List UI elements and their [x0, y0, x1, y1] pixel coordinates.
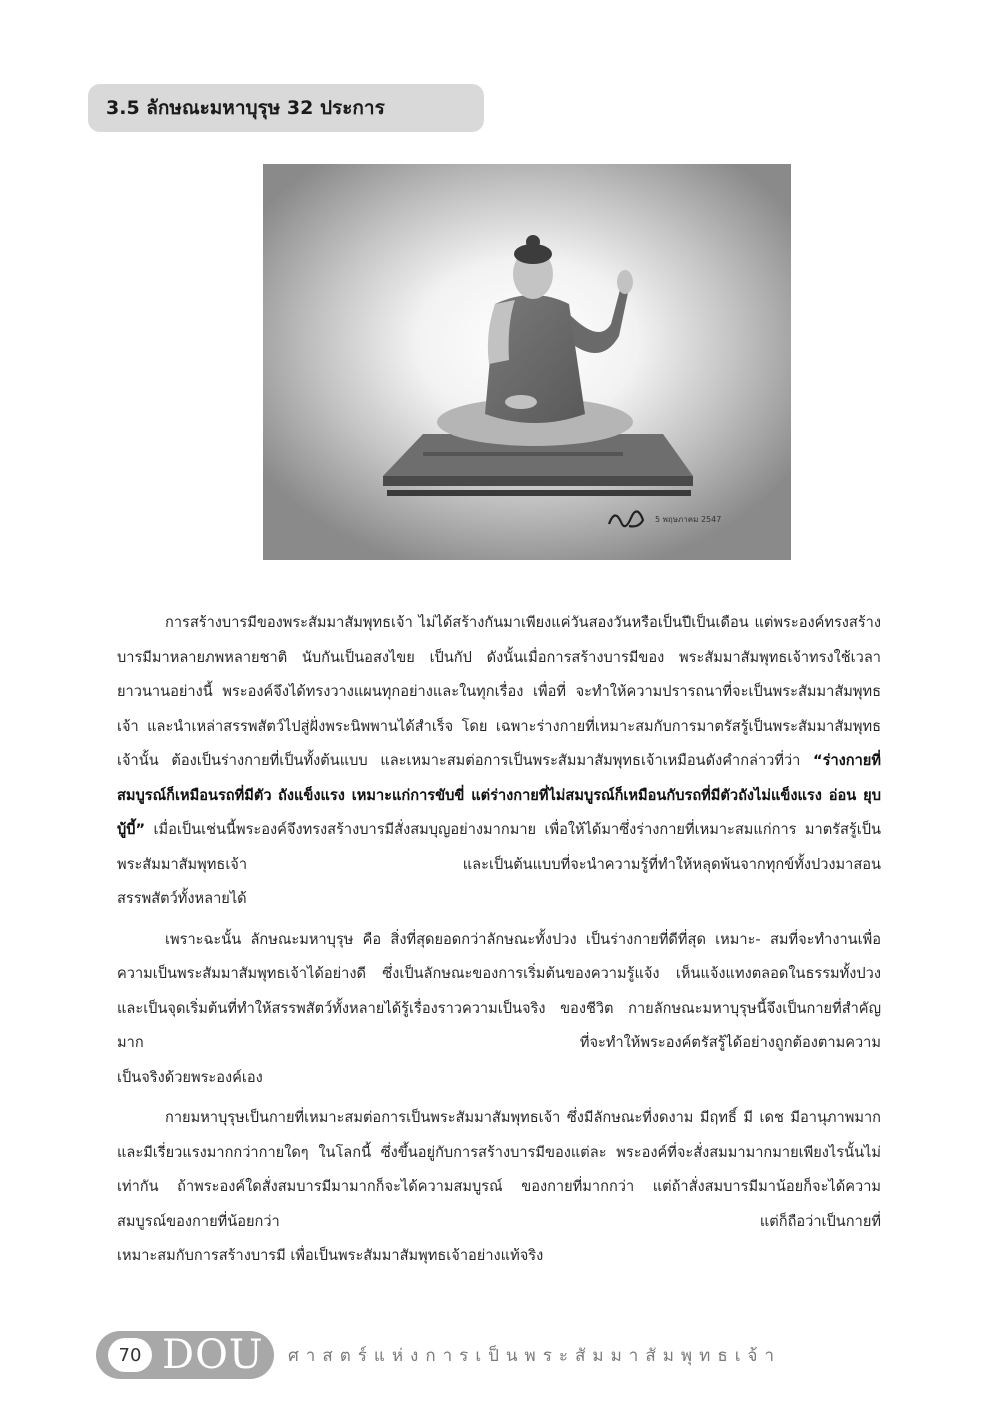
raised-hand — [617, 270, 633, 294]
p3-line: กายมหาบุรุษเป็นกายที่เหมาะสมต่อการเป็นพระสัมมาสัมพุทธเจ้า ซึ่งมีลักษณะที่งดงาม มีฤทธิ์ มี — [165, 1109, 754, 1126]
p1-line: และเหมาะสมต่อการเป็นพระสัมมาสัมพุทธเจ้าเหมือนดังคำกล่าวที่ว่า — [380, 752, 814, 769]
p1-last-line: สรรพสัตว์ทั้งหลายได้ — [117, 890, 247, 907]
paragraph-3 — [117, 1101, 881, 1274]
platform-groove — [423, 452, 623, 456]
section-heading-text: 3.5 ลักษณะมหาบุรุษ 32 ประการ — [106, 97, 385, 119]
p1-line: การสร้างบารมีของพระสัมมาสัมพุทธเจ้า ไม่ได้สร้างกันมาเพียงแค่วันสองวันหรือเป็นปีเป็นเดือน — [165, 614, 749, 631]
p1-line: แต่พระองค์ทรงสร้างบารมีมาหลายภพหลายชาติ นับกันเป็นอสงไขย เป็นกัป ดังนั้นเมื่อการสร้างบารมีของ — [117, 614, 881, 666]
p3-line: เดช มีอานุภาพมาก และมีเรี่ยวแรงมากกว่ากายใดๆ ในโลกนี้ ซึ่งขึ้นอยู่กับการสร้างบารมีของแต่ละ — [117, 1109, 882, 1161]
p1-line: พระสัมมาสัมพุทธเจ้าทรงใช้เวลายาวนานอย่างนี้ พระองค์จึงได้ทรงวางแผนทุกอย่างและในทุกเรื่อง เพื่อที่ — [117, 648, 881, 700]
p3-last-line: เหมาะสมกับการสร้างบารมี เพื่อเป็นพระสัมมาสัมพุทธเจ้าอย่างแท้จริง — [117, 1247, 544, 1264]
p1-line: จะทำให้ความปรารถนาที่จะเป็นพระสัมมาสัมพุทธเจ้า และนำเหล่าสรรพสัตว์ไปสู่ฝั่งพระนิพพานได้สำเร็จ โดย — [117, 683, 881, 735]
resting-hand — [505, 395, 537, 409]
p1-line: เฉพาะร่างกายที่เหมาะสมกับการมาตรัสรู้เป็นพระสัมมาสัมพุทธเจ้านั้น ต้องเป็นร่างกายที่เป็นทั้งต้นแบบ — [117, 717, 881, 769]
p1-line: เมื่อเป็นเช่นนี้พระองค์จึงทรงสร้างบารมีสั่งสมบุญอย่างมากมาย เพื่อให้ได้มาซึ่งร่างกายที่เหมาะสมแก่การ — [153, 821, 797, 838]
buddha-illustration — [263, 164, 791, 560]
p1-line: มาตรัสรู้เป็นพระสัมมาสัมพุทธเจ้า และเป็นต้นแบบที่จะนำความรู้ที่ทำให้หลุดพ้นจากทุกข์ทั้งปวงมาสอน — [117, 821, 881, 873]
p1-quote-part1: “ร่างกายที่สมบูรณ์ก็เหมือนรถที่มีตัว — [117, 752, 881, 804]
section-heading — [88, 84, 484, 132]
p2-line: เห็นแจ้งแทงตลอดในธรรมทั้งปวง และเป็นจุดเริ่มต้นที่ทำให้สรรพสัตว์ทั้งหลายได้รู้เรื่องราวความเป็นจริง — [117, 965, 881, 1017]
body-text — [117, 606, 881, 1280]
paragraph-1 — [117, 606, 881, 917]
p3-line: พระองค์ที่จะสั่งสมมามากมายเพียงไรนั้นไม่เท่ากัน ถ้าพระองค์ใดสั่งสมบารมีมามากก็จะได้ความสมบูรณ์ — [117, 1143, 882, 1195]
buddha-illustration-art — [263, 164, 791, 560]
platform-base-line — [387, 490, 691, 496]
p3-line: ของกายที่มากกว่า แต่ถ้าสั่งสมบารมีมาน้อยก็จะได้ความสมบูรณ์ของกายที่น้อยกว่า แต่ก็ถือว่าเป็นกายที่ — [117, 1178, 882, 1230]
p2-last-line: เป็นจริงด้วยพระองค์เอง — [117, 1068, 263, 1086]
p2-line: สมที่จะทำงานเพื่อความเป็นพระสัมมาสัมพุทธเจ้าได้อย่างดี ซึ่งเป็นลักษณะของการเริ่มต้นของความรู้แจ้ง — [117, 930, 881, 982]
ushnisha — [526, 235, 540, 249]
p2-line: เพราะฉะนั้น ลักษณะมหาบุรุษ คือ สิ่งที่สุดยอดกว่าลักษณะทั้งปวง เป็นร่างกายที่ดีที่สุด เหมาะ- — [165, 930, 761, 948]
paragraph-2 — [117, 923, 881, 1096]
page-badge — [96, 1331, 274, 1379]
brand-logo: DOU — [162, 1332, 264, 1378]
book-title: ศาสตร์แห่งการเป็นพระสัมมาสัมพุทธเจ้า — [288, 1345, 782, 1366]
p2-line: ของชีวิต กายลักษณะมหาบุรุษนี้จึงเป็นกายที่สำคัญมาก ที่จะทำให้พระองค์ตรัสรู้ได้อย่างถูกต้องตามความ — [117, 999, 882, 1051]
page-footer — [96, 1331, 781, 1379]
platform-edge — [383, 476, 693, 486]
p1-quote-part2: ถังแข็งแรง เหมาะแก่การขับขี่ แต่ร่างกายที่ไม่สมบูรณ์ก็เหมือนกับรถที่มีตัวถังไม่แข็งแรง อ่อน ยุบ บู้บี้” — [117, 786, 881, 838]
signature-date: 5 พฤษภาคม 2547 — [655, 515, 722, 524]
page-number: 70 — [108, 1338, 152, 1372]
